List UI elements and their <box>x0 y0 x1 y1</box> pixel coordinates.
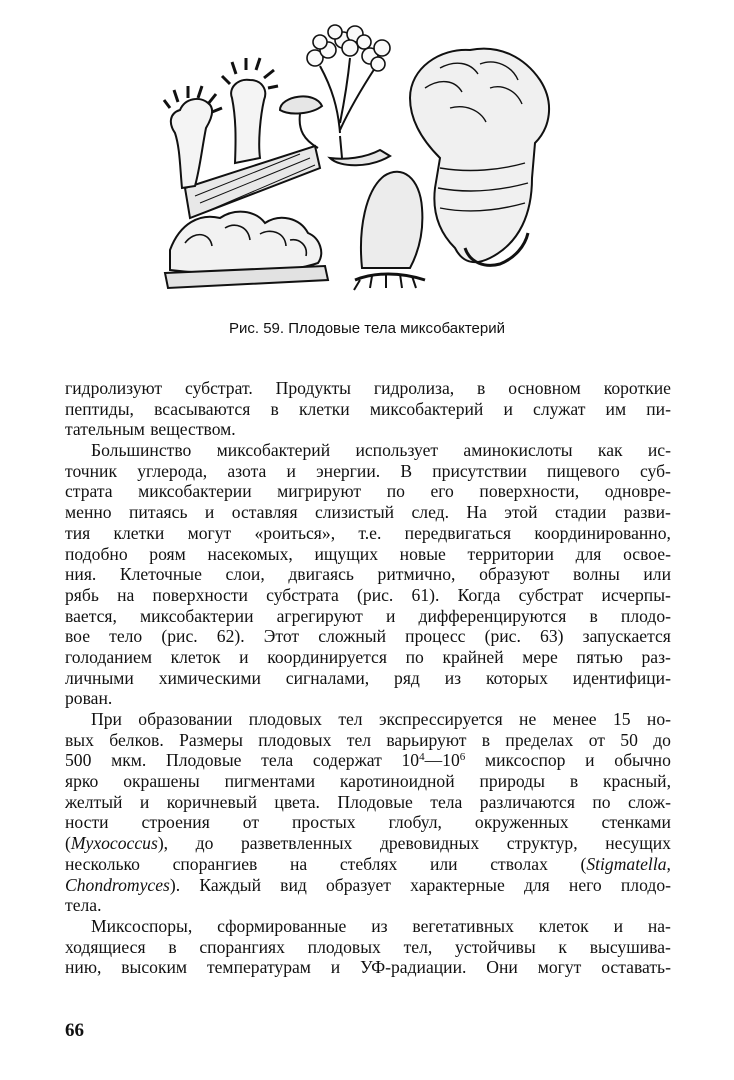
word: высоким <box>121 957 188 978</box>
word: (рис. <box>484 626 521 647</box>
word: страта <box>65 481 113 502</box>
word: запускается <box>582 626 671 647</box>
word: дифференцируются <box>418 605 567 626</box>
word: для <box>523 874 550 895</box>
word: этой <box>504 502 538 523</box>
word: красный, <box>602 771 671 792</box>
word: идентифици- <box>572 667 671 688</box>
word: сложный <box>318 626 387 647</box>
word: сформированные <box>217 915 347 936</box>
word: Большинство <box>91 440 192 461</box>
word: УФ-радиации. <box>360 957 467 978</box>
word: простых <box>292 812 356 833</box>
word: ярко <box>65 771 99 792</box>
word: по <box>386 481 405 502</box>
word: территории <box>467 543 554 564</box>
word: экспрессируется <box>378 709 503 729</box>
word: по <box>592 791 611 812</box>
punct: ). <box>169 874 181 895</box>
genus-group <box>65 875 180 896</box>
page-number: 66 <box>65 1020 84 1041</box>
word: желтый <box>65 791 123 812</box>
text-line <box>65 502 671 523</box>
word: пределах <box>505 729 574 750</box>
word: тательным <box>65 419 145 440</box>
text-line <box>65 647 671 668</box>
word: волны <box>573 564 620 585</box>
word: различаются <box>479 791 575 812</box>
text-line <box>65 399 671 420</box>
word: пищевого <box>547 460 620 481</box>
text-line <box>65 895 671 916</box>
word: на- <box>647 915 671 936</box>
genus-group <box>581 854 671 875</box>
word: Этот <box>263 626 300 647</box>
word: могут <box>537 957 582 978</box>
word: в <box>168 936 177 957</box>
word: Клеточные <box>119 564 202 585</box>
word: агрегируют <box>276 605 363 626</box>
word: тела <box>430 791 463 812</box>
word: поверхности, <box>479 481 580 502</box>
word: клеток <box>538 915 589 936</box>
word: окруженных <box>474 812 569 833</box>
word: его <box>430 481 454 502</box>
word: плодо- <box>620 874 671 895</box>
word: Плодовые <box>165 750 242 771</box>
word: субстрат. <box>185 378 253 398</box>
word: ищущих <box>314 543 378 564</box>
word: стенками <box>601 812 671 833</box>
word: миксобактерии <box>138 481 252 502</box>
text-line <box>65 523 671 544</box>
word: крайней <box>442 646 504 667</box>
word: пятью <box>576 646 623 667</box>
word: миксоспор <box>484 750 566 771</box>
exponent: 6 <box>459 751 466 764</box>
word: мкм. <box>111 750 147 771</box>
word: от <box>242 812 260 833</box>
word: мигрируют <box>277 481 362 502</box>
word: плодо- <box>620 605 671 626</box>
genus-name: Stigmatella <box>586 853 667 874</box>
word: 15 <box>612 709 631 729</box>
word: поверхности <box>152 584 248 605</box>
text-line <box>65 957 671 978</box>
word: 50 <box>620 729 638 750</box>
word: до <box>195 833 214 854</box>
word: Плодовые <box>337 791 413 812</box>
genus-name: Myxococcus <box>70 833 158 854</box>
power-base: 10 <box>401 750 420 771</box>
word: двигаясь <box>288 564 354 585</box>
word: не <box>519 709 537 729</box>
word: в <box>477 378 486 398</box>
word: из <box>371 915 388 936</box>
word: мере <box>522 646 558 667</box>
word: менно <box>65 502 112 523</box>
word: к <box>558 936 567 957</box>
word: голоданием <box>65 646 152 667</box>
word: спорангиях <box>199 936 285 957</box>
word: освое- <box>623 543 671 564</box>
word: по <box>405 646 424 667</box>
word: передвигаться <box>404 522 512 543</box>
text-line <box>65 564 671 585</box>
word: пи- <box>646 398 671 419</box>
word: на <box>117 584 135 605</box>
word: (рис. <box>161 626 198 647</box>
word: слизистый <box>314 502 395 523</box>
word: личными <box>65 667 134 688</box>
word: для <box>575 543 602 564</box>
word: веществом. <box>150 419 236 440</box>
word: исчерпы- <box>601 584 671 605</box>
word: образовании <box>138 709 233 729</box>
text-line <box>65 812 671 833</box>
word: гидролиза, <box>373 378 455 398</box>
word: ряд <box>394 667 420 688</box>
word: или <box>429 853 458 874</box>
word: разви- <box>623 502 671 523</box>
body-text <box>65 378 671 978</box>
word: тел <box>338 709 363 729</box>
word: одновре- <box>604 481 671 502</box>
word: нию, <box>65 957 102 978</box>
word: тел, <box>403 936 433 957</box>
figure-illustration <box>140 18 590 310</box>
word: рябь <box>65 584 99 605</box>
word: 62). <box>216 626 245 647</box>
word: несколько <box>65 853 140 874</box>
exponent: 4 <box>419 751 425 764</box>
word: и <box>503 398 513 419</box>
punct: , <box>666 853 671 874</box>
word: им <box>605 398 627 419</box>
word: плодовых <box>248 709 322 729</box>
word: Они <box>486 957 518 978</box>
genus-name: Chondromyces <box>65 874 170 895</box>
word: миксобактерий <box>369 398 484 419</box>
word: и <box>239 646 249 667</box>
word: короткие <box>603 378 671 398</box>
word: клеток <box>170 646 221 667</box>
word: миксобактерий <box>216 440 331 461</box>
word: Размеры <box>179 729 243 750</box>
word: Миксоспоры, <box>91 915 193 936</box>
word: образует <box>325 874 391 895</box>
word: углерода, <box>137 460 208 481</box>
word: несущих <box>605 833 671 854</box>
word: пигментами <box>224 771 316 792</box>
word: тела. <box>65 895 102 916</box>
text-line <box>65 626 671 647</box>
text-line <box>65 875 671 896</box>
myxobacteria-fruiting-bodies-drawing <box>140 18 590 310</box>
text-line <box>65 916 671 937</box>
word: варьируют <box>386 729 467 750</box>
dash: — <box>424 750 443 771</box>
word: пептиды, <box>65 398 134 419</box>
word: тело <box>109 626 143 647</box>
power-base: 10 <box>442 750 460 771</box>
word: координированно, <box>534 522 671 543</box>
text-line <box>65 378 671 399</box>
word: оставляя <box>231 502 298 523</box>
punct: ), <box>157 833 169 854</box>
word: основном <box>508 378 581 398</box>
word: тия <box>65 522 91 543</box>
word: каротиноидной <box>339 771 455 792</box>
word: «роиться», <box>254 522 336 543</box>
word: ис- <box>647 440 671 461</box>
word: глобул, <box>388 812 442 833</box>
figure-caption: Рис. 59. Плодовые тела миксобактерий <box>228 320 505 337</box>
word: суб- <box>639 460 671 481</box>
paren: ( <box>65 833 71 854</box>
word: т.е. <box>358 522 382 543</box>
word: вегетативных <box>412 915 514 936</box>
word: которых <box>485 667 548 688</box>
word: характерные <box>410 874 505 895</box>
word: из <box>444 667 462 688</box>
word: ности <box>65 812 109 833</box>
word: спорангиев <box>172 853 258 874</box>
text-line <box>65 440 671 461</box>
word: 63) <box>540 626 564 647</box>
word: тела <box>261 750 294 771</box>
word: вид <box>280 874 307 895</box>
word: гидролизуют <box>65 378 163 398</box>
word: насекомых, <box>207 543 293 564</box>
word: аминокислоты <box>463 440 573 461</box>
word: слои, <box>225 564 265 585</box>
word: тел <box>346 729 372 750</box>
word: вых <box>65 729 94 750</box>
word: рован. <box>65 688 113 709</box>
text-line <box>65 606 671 627</box>
word: образуют <box>479 564 550 585</box>
text-line <box>65 750 671 771</box>
word: роям <box>149 543 186 564</box>
word: окрашены <box>123 771 200 792</box>
word: оставать- <box>601 957 671 978</box>
word: него <box>568 874 602 895</box>
word: и <box>204 502 215 523</box>
word: и <box>585 750 595 771</box>
text-line <box>65 481 671 502</box>
text-line <box>65 792 671 813</box>
word: в <box>569 771 579 792</box>
word: содержат <box>312 750 382 771</box>
word: коричневый <box>166 791 257 812</box>
word: ния. <box>65 564 97 585</box>
word: плодовых <box>258 729 332 750</box>
word: плодовых <box>307 936 381 957</box>
word: и <box>286 460 296 481</box>
word: процесс <box>405 626 466 647</box>
text-line <box>65 730 671 751</box>
word: строения <box>141 812 210 833</box>
word: стеблях <box>339 853 398 874</box>
paren: ( <box>580 853 587 874</box>
word: субстрат <box>518 584 584 605</box>
word: Продукты <box>275 378 351 398</box>
word: миксобактерии <box>140 605 254 626</box>
word: и <box>613 915 623 936</box>
word: менее <box>552 709 597 729</box>
word: вое <box>65 626 91 647</box>
word: цвета. <box>274 791 320 812</box>
word: но- <box>646 709 671 729</box>
text-line <box>65 419 671 440</box>
text-line <box>65 833 671 854</box>
word: координируется <box>267 646 387 667</box>
word: новые <box>399 543 446 564</box>
text-line <box>65 854 671 875</box>
word: ритмично, <box>377 564 456 585</box>
text-line <box>65 709 671 730</box>
word: Каждый <box>199 874 261 895</box>
word: слож- <box>627 791 671 812</box>
word: след. <box>411 502 449 523</box>
word: присутствии <box>432 460 527 481</box>
word: на <box>290 853 308 874</box>
word: вается, <box>65 605 117 626</box>
word: и <box>139 791 150 812</box>
word: 61). <box>411 584 440 605</box>
word: от <box>588 729 605 750</box>
word: и <box>385 605 396 626</box>
word: высушива- <box>589 936 671 957</box>
word: природы <box>479 771 545 792</box>
word: как <box>597 440 623 461</box>
word: На <box>466 502 487 523</box>
word: белков. <box>109 729 164 750</box>
word: 500 <box>65 750 92 771</box>
word: в <box>481 729 491 750</box>
word: в <box>270 398 279 419</box>
word: раз- <box>641 646 671 667</box>
text-line <box>65 585 671 606</box>
word: стволах <box>490 853 548 874</box>
word: подобно <box>65 543 128 564</box>
word: В <box>400 460 413 481</box>
word: питаясь <box>129 502 188 523</box>
word: обычно <box>614 750 671 771</box>
text-line <box>65 668 671 689</box>
word: до <box>653 729 671 750</box>
word: азота <box>227 460 267 481</box>
word: использует <box>355 440 439 461</box>
word: служат <box>533 398 586 419</box>
word: стадии <box>555 502 607 523</box>
word: древовидных <box>379 833 480 854</box>
word: в <box>589 605 598 626</box>
word: (рис. <box>357 584 394 605</box>
word: всасываются <box>154 398 251 419</box>
word: сигналами, <box>285 667 370 688</box>
text-line <box>65 771 671 792</box>
word: При <box>91 709 122 729</box>
text-line <box>65 544 671 565</box>
spore-count-range <box>401 750 465 771</box>
text-line <box>65 688 671 709</box>
word: точник <box>65 460 118 481</box>
word: субстрата <box>266 584 339 605</box>
word: могут <box>187 522 232 543</box>
word: структур, <box>506 833 578 854</box>
word: Когда <box>457 584 501 605</box>
word: ходящиеся <box>65 936 146 957</box>
word: энергии. <box>316 460 381 481</box>
word: и <box>330 957 341 978</box>
word: устойчивы <box>455 936 536 957</box>
text-line <box>65 461 671 482</box>
word: температурам <box>206 957 311 978</box>
word: клетки <box>113 522 165 543</box>
word: химическими <box>158 667 261 688</box>
word: разветвленных <box>240 833 353 854</box>
word: клетки <box>298 398 350 419</box>
text-line <box>65 937 671 958</box>
genus-group <box>65 833 168 854</box>
word: или <box>643 564 671 585</box>
